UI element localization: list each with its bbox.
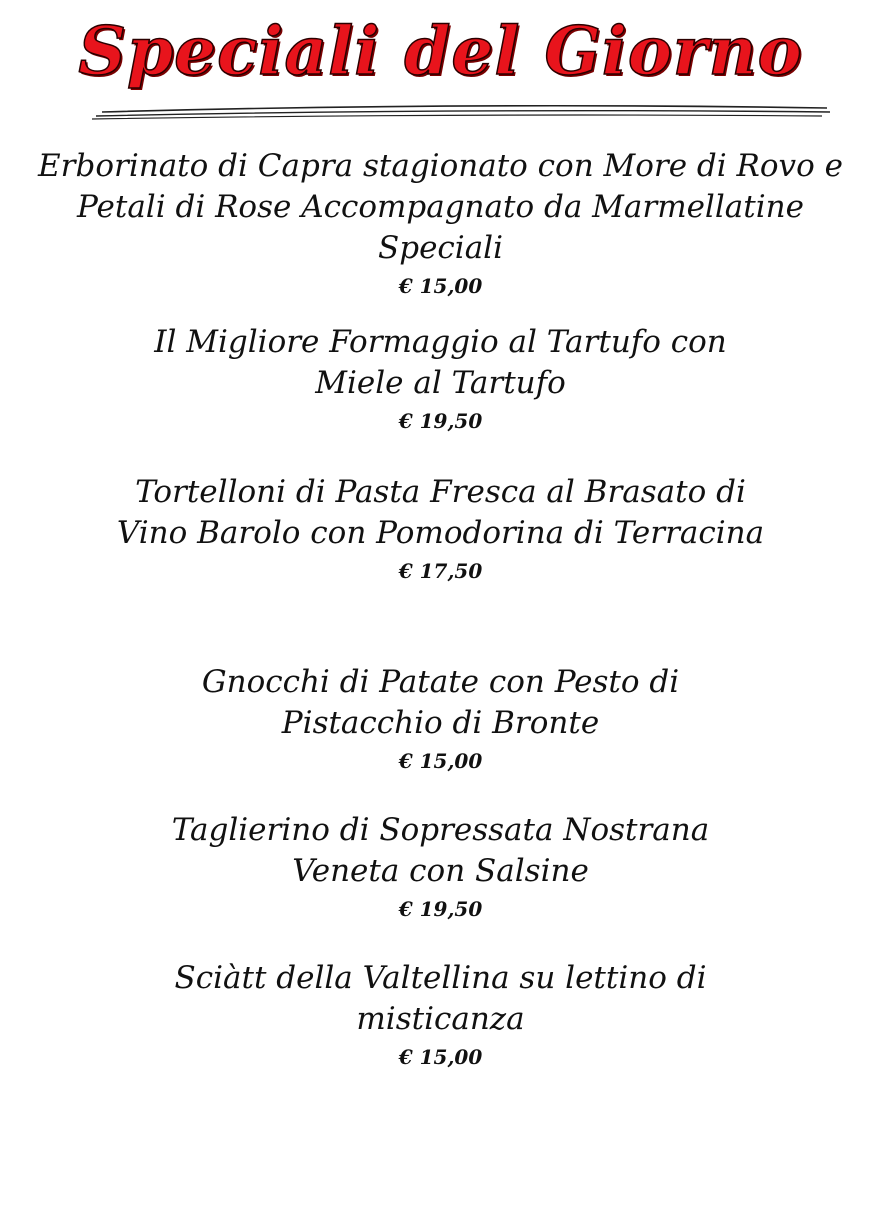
dish-name: Il Migliore Formaggio al Tartufo con Miele al Tartufo [154, 324, 727, 401]
list-item [0, 810, 881, 924]
list-item [0, 958, 881, 1072]
list-item [0, 472, 881, 586]
dish-price: € 17,50 [398, 559, 483, 583]
dish-name: Sciàtt della Valtellina su lettino di misticanza [174, 960, 707, 1037]
dish-price: € 19,50 [398, 897, 483, 921]
list-item [0, 662, 881, 776]
dish-price: € 15,00 [398, 274, 483, 298]
dish-price: € 15,00 [398, 749, 483, 773]
list-item [0, 322, 881, 436]
title-underline-decoration [92, 100, 832, 122]
dish-name: Tortelloni di Pasta Fresca al Brasato di Vino Barolo con Pomodorina di Terracina [116, 474, 765, 551]
dish-name: Gnocchi di Patate con Pesto di Pistacchio di Bronte [201, 664, 680, 741]
dish-name: Taglierino di Sopressata Nostrana Veneta con Salsine [171, 812, 710, 889]
dish-price: € 15,00 [398, 1045, 483, 1069]
page-title: Speciali del Giorno [78, 12, 803, 90]
dish-name: Erborinato di Capra stagionato con More di Rovo e Petali di Rose Accompagnato da Marmellatine Speciali [38, 148, 843, 266]
dish-price: € 19,50 [398, 409, 483, 433]
list-item [0, 146, 881, 301]
